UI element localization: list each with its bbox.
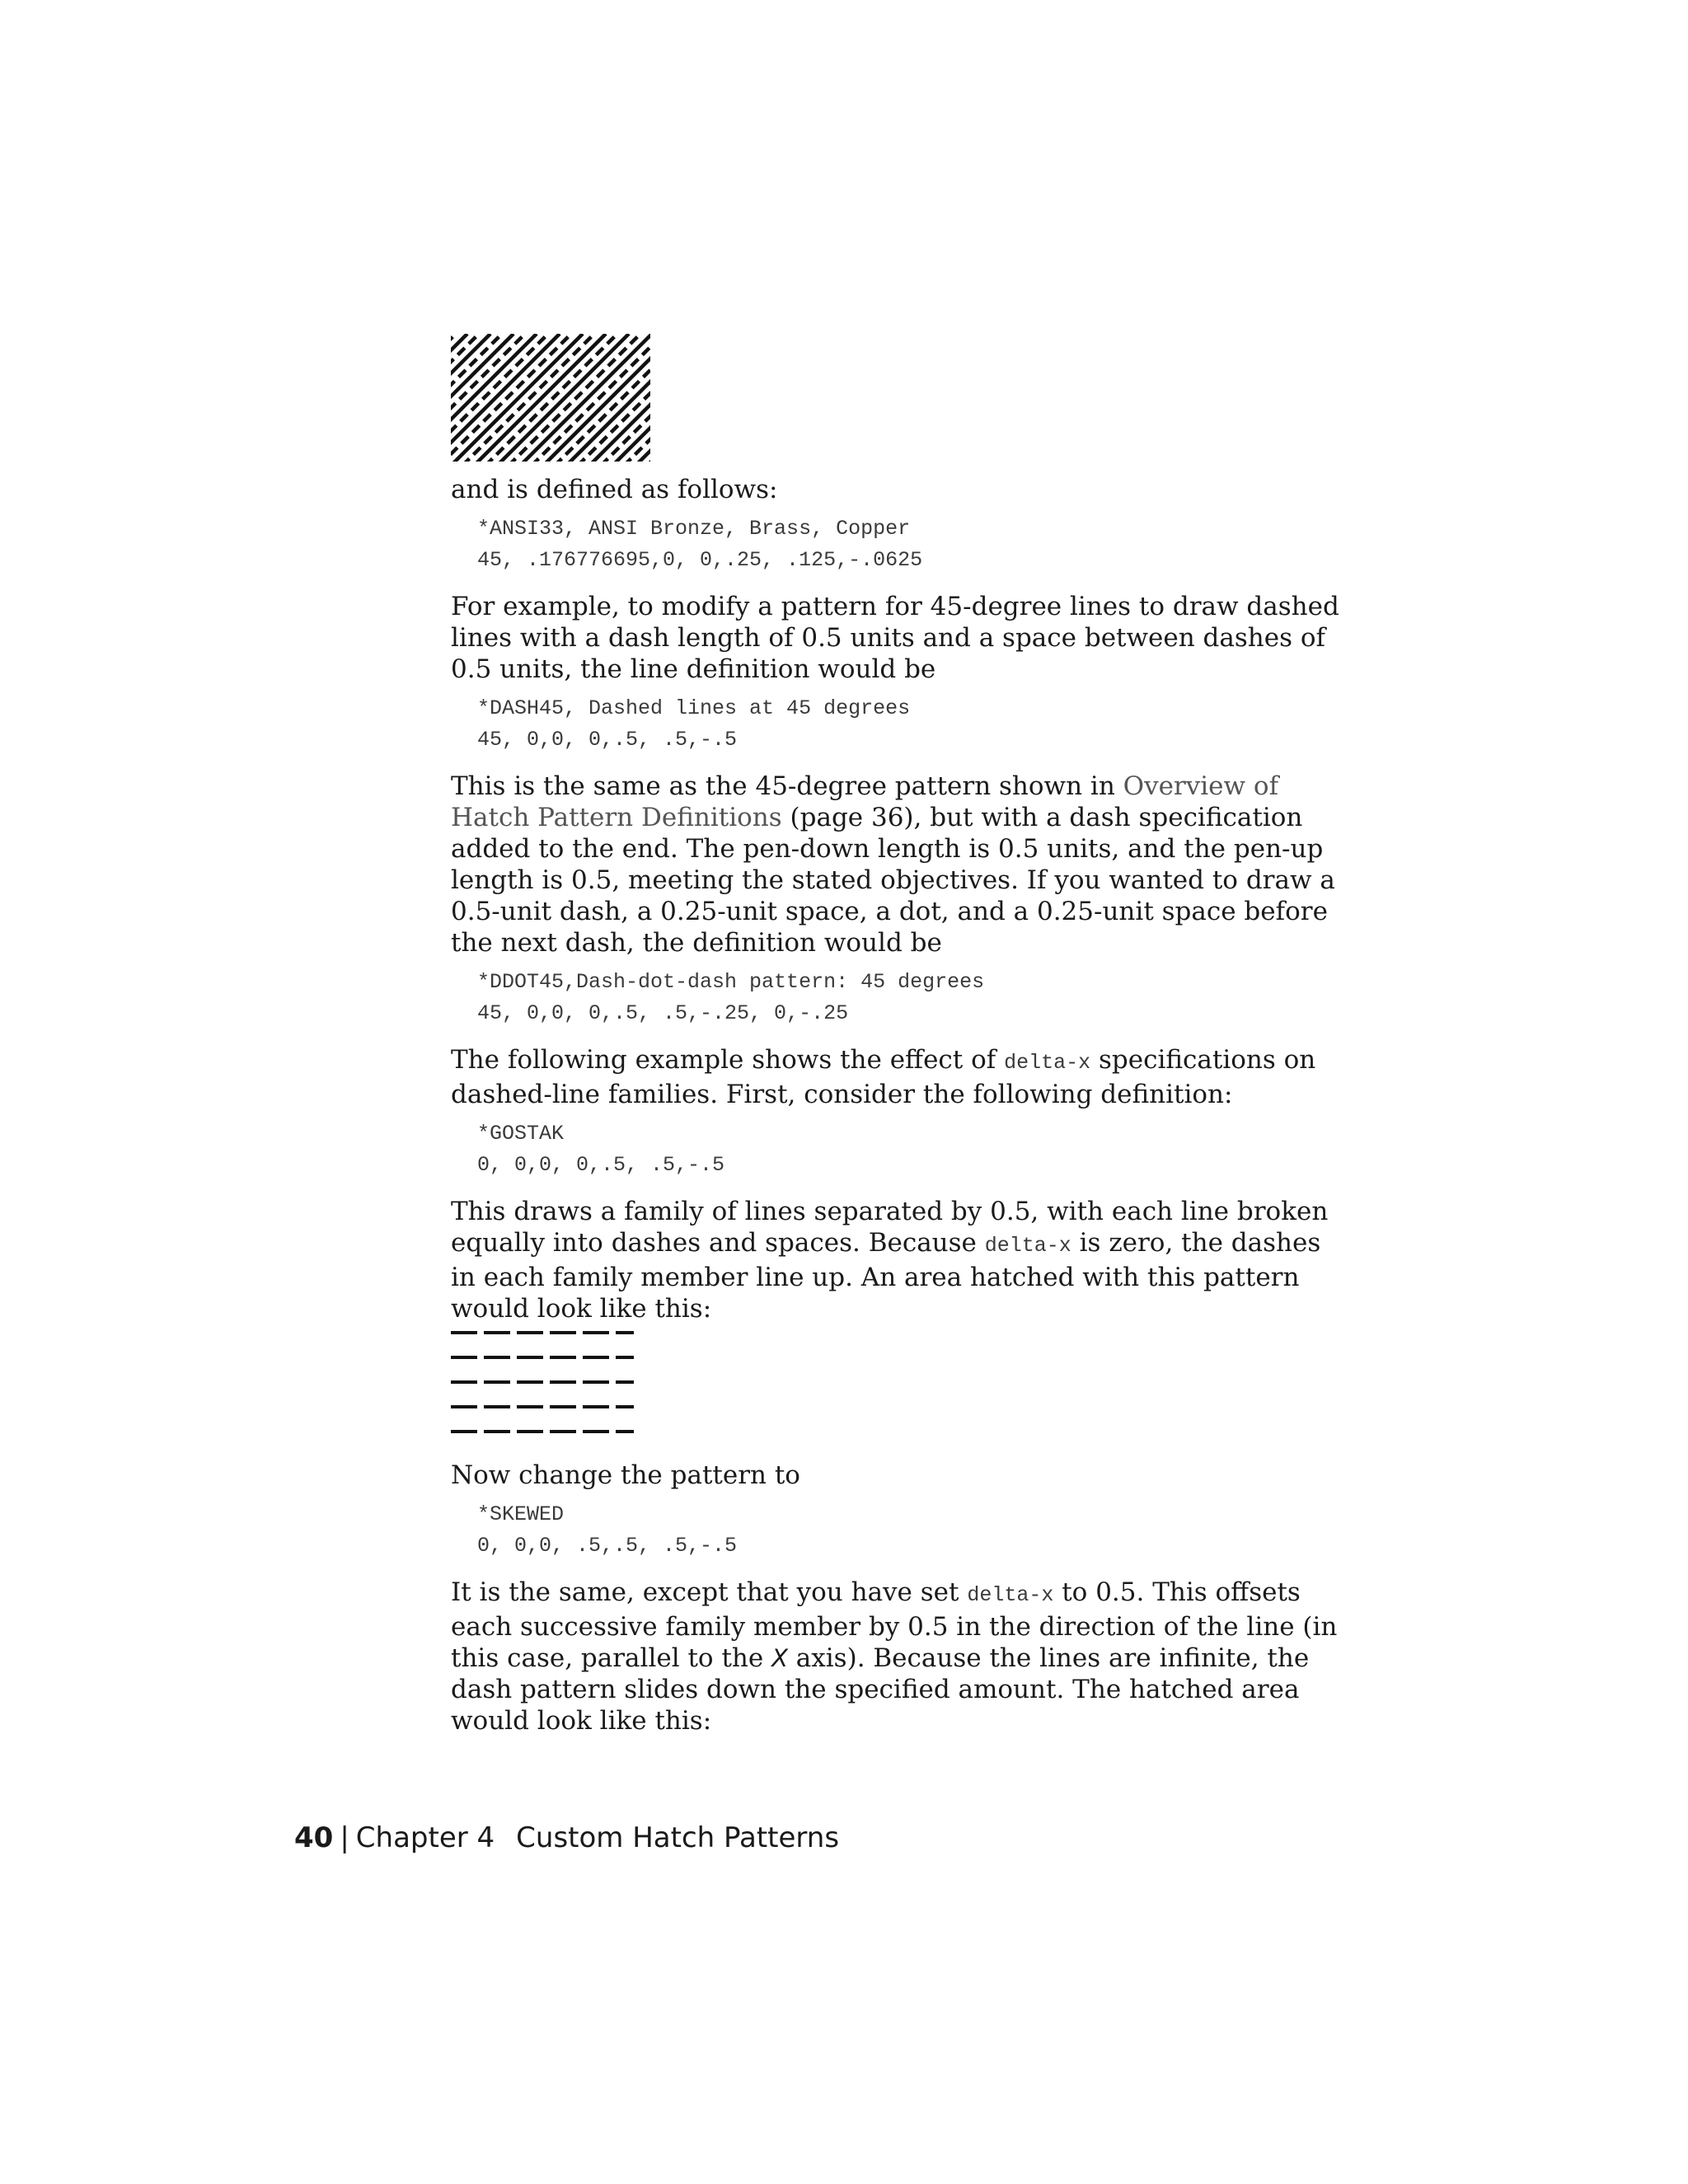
hatch-line [451,334,548,466]
cross-reference-link[interactable]: Overview of Hatch Pattern Definitions [451,771,1279,832]
text-run: is zero, the dashes in each family member line up. An area hatched with this pattern would look like this: [451,1228,1321,1324]
skewed-code-block [477,1499,1341,1562]
paragraph-dash-example: For example, to modify a pattern for 45-degree lines to draw dashed lines with a dash length of 0.5 units and a space between dashes of 0.5 units, the line definition would be [451,592,1339,684]
text-run: to 0.5. This offsets each successive family member by 0.5 in the direction of the line (in this case, parallel to the [451,1577,1338,1673]
text-run: axis). Because the lines are infinite, the dash pattern slides down the specified amount. The hatched area would look like this: [451,1643,1310,1736]
hatch-line [451,334,479,466]
ddot45-code-block [477,967,1341,1029]
page-content [451,334,1341,1736]
paragraph-gostak-explanation [451,1196,1341,1324]
hatch-line [624,334,657,466]
inline-code: delta-x [967,1583,1054,1607]
code-line: *DDOT45,Dash-dot-dash pattern: 45 degrees [477,970,985,994]
text-run: This draws a family of lines separated by 0.5, with each line broken equally into dashes and spaces. Because [451,1197,1329,1258]
code-line: *ANSI33, ANSI Bronze, Brass, Copper [477,517,911,541]
dash45-code-block [477,693,1341,756]
paragraph-skewed-explanation [451,1577,1341,1736]
text-run: (page 36), but with a dash specification added to the end. The pen-down length is 0.5 units, and the pen-up length is 0.5, meeting the stated objectives. If you wanted to draw a 0.5-unit dash, a 0.25-unit space, a dot, and a 0.25-unit space before the next dash, the definition would be [451,803,1335,958]
intro-text: and is defined as follows: [451,475,778,504]
inline-code: delta-x [984,1234,1071,1258]
paragraph-delta-x-intro [451,1044,1341,1110]
text-run: It is the same, except that you have set [451,1577,968,1607]
hatch-line [647,334,657,466]
chapter-title: Custom Hatch Patterns [516,1821,840,1854]
dash-rows [451,1333,634,1432]
page-footer [294,1821,839,1854]
italic-axis-label: X [771,1644,788,1672]
hatch-lines [451,334,657,466]
gostak-code-block [477,1118,1341,1181]
inline-code: delta-x [1004,1051,1091,1075]
ansi33-code-block [477,513,1341,576]
footer-separator: | [340,1821,349,1854]
chapter-label: Chapter 4 [355,1821,495,1854]
hatch-line [451,334,525,466]
gostak-dash-figure [451,1328,657,1451]
paragraph-dash-explanation [451,771,1341,958]
code-line: *DASH45, Dashed lines at 45 degrees [477,696,911,720]
paragraph-change-pattern: Now change the pattern to [451,1460,800,1490]
code-line: *GOSTAK [477,1122,565,1146]
text-run: This is the same as the 45-degree pattern shown in [451,771,1123,801]
code-line: 45, .176776695,0, 0,.25, .125,-.0625 [477,548,923,572]
page-number: 40 [294,1821,334,1854]
text-run: The following example shows the effect of [451,1045,1005,1075]
hatch-line [451,334,456,466]
code-line: *SKEWED [477,1502,565,1526]
code-line: 45, 0,0, 0,.5, .5,-.25, 0,-.25 [477,1001,849,1025]
code-line: 0, 0,0, .5,.5, .5,-.5 [477,1534,738,1558]
code-line: 45, 0,0, 0,.5, .5,-.5 [477,728,738,752]
ansi33-hatch-figure [451,334,657,466]
code-line: 0, 0,0, 0,.5, .5,-.5 [477,1153,725,1177]
text-run: specifications on dashed-line families. First, consider the following definition: [451,1045,1316,1109]
